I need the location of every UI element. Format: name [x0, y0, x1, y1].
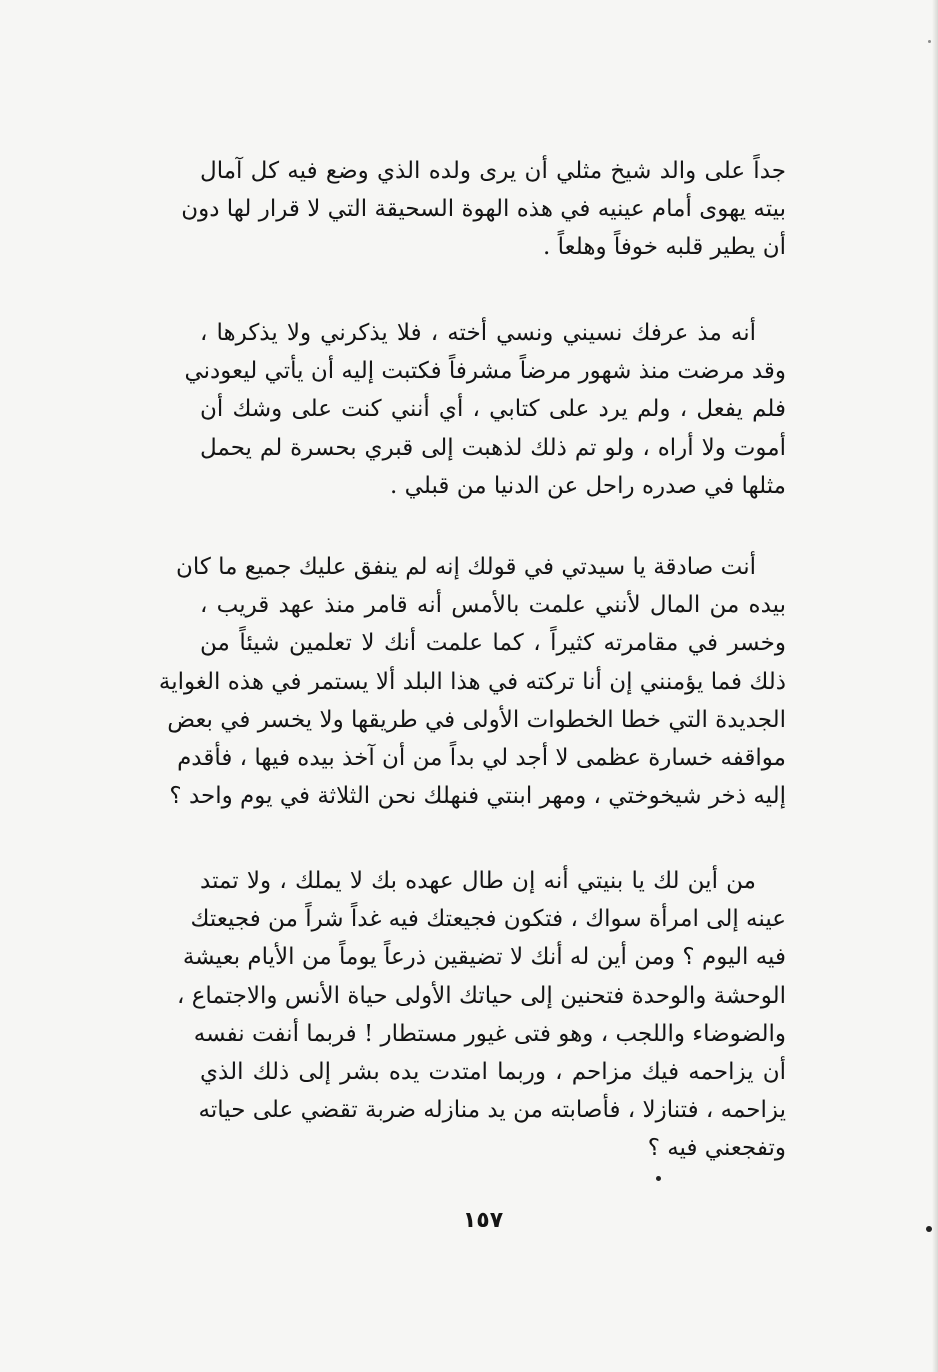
- text-line: الجديدة التي خطا الخطوات الأولى في طريقها ولا يخسر في بعض: [167, 706, 786, 733]
- text-line: والضوضاء واللجب ، وهو فتى غيور مستطار ! فربما أنفت نفسه: [193, 1020, 786, 1047]
- text-line: وقد مرضت منذ شهور مرضاً مشرفاً فكتبت إليه أن يأتي ليعودني: [184, 358, 786, 385]
- text-line: بيده من المال لأنني علمت بالأمس أنه قامر منذ عهد قريب ،: [200, 592, 786, 619]
- page-number: ١٥٧: [462, 1208, 504, 1233]
- paragraph-1: [181, 152, 786, 267]
- text-line: بيته يهوى أمام عينيه في هذه الهوة السحيقة التي لا قرار لها دون: [181, 196, 786, 223]
- text-line: وخسر في مقامرته كثيراً ، كما علمت أنك لا تعلمين شيئاً من: [200, 630, 786, 657]
- text-line: ذلك فما يؤمنني إن أنا تركته في هذا البلد ألا يستمر في هذه الغواية: [158, 668, 786, 695]
- text-line: أموت ولا أراه ، ولو تم ذلك لذهبت إلى قبري بحسرة لم يحمل: [200, 434, 786, 461]
- paragraph-4: [176, 862, 786, 1168]
- text-line: فلم يفعل ، ولم يرد على كتابي ، أي أنني كنت على وشك أن: [200, 396, 786, 423]
- text-line: جداً على والد شيخ مثلي أن يرى ولده الذي وضع فيه كل آمال: [200, 158, 786, 184]
- text-line: أن يزاحمه فيك مزاحم ، وربما امتدت يده بشر إلى ذلك الذي: [200, 1059, 786, 1086]
- scan-speck: [928, 40, 931, 43]
- text-line: عينه إلى امرأة سواك ، فتكون فجيعتك فيه غداً شراً من فجيعتك: [190, 906, 786, 933]
- text-line: الوحشة والوحدة فتحنين إلى حياتك الأولى حياة الأنس والاجتماع ،: [176, 982, 786, 1009]
- text-line: أنت صادقة يا سيدتي في قولك إنه لم ينفق عليك جميع ما كان: [175, 554, 756, 580]
- text-line: وتفجعني فيه ؟: [647, 1135, 786, 1162]
- scan-speck: [656, 1176, 661, 1181]
- text-line: مثلها في صدره راحل عن الدنيا من قبلي .: [390, 472, 786, 499]
- text-line: إليه ذخر شيخوختي ، ومهر ابنتي فنهلك نحن الثلاثة في يوم واحد ؟: [169, 783, 786, 810]
- text-line: أنه مذ عرفك نسيني ونسي أخته ، فلا يذكرني ولا يذكرها ،: [200, 320, 756, 346]
- paragraph-2: [184, 314, 786, 505]
- paragraph-3: [158, 548, 786, 815]
- text-line: يزاحمه ، فتنازلا ، فأصابته من يد منازله ضربة تقضي على حياته: [198, 1097, 786, 1124]
- text-line: أن يطير قلبه خوفاً وهلعاً .: [543, 234, 786, 261]
- text-line: فيه اليوم ؟ ومن أين له أنك لا تضيقين ذرعاً يوماً من الأيام بعيشة: [182, 944, 786, 971]
- page-edge-shadow: [932, 0, 938, 1372]
- text-line: من أين لك يا بنيتي أنه إن طال عهده بك لا يملك ، ولا تمتد: [200, 868, 756, 894]
- text-line: مواقفه خسارة عظمى لا أجد لي بداً من أن آخذ بيده فيها ، فأقدم: [177, 745, 786, 772]
